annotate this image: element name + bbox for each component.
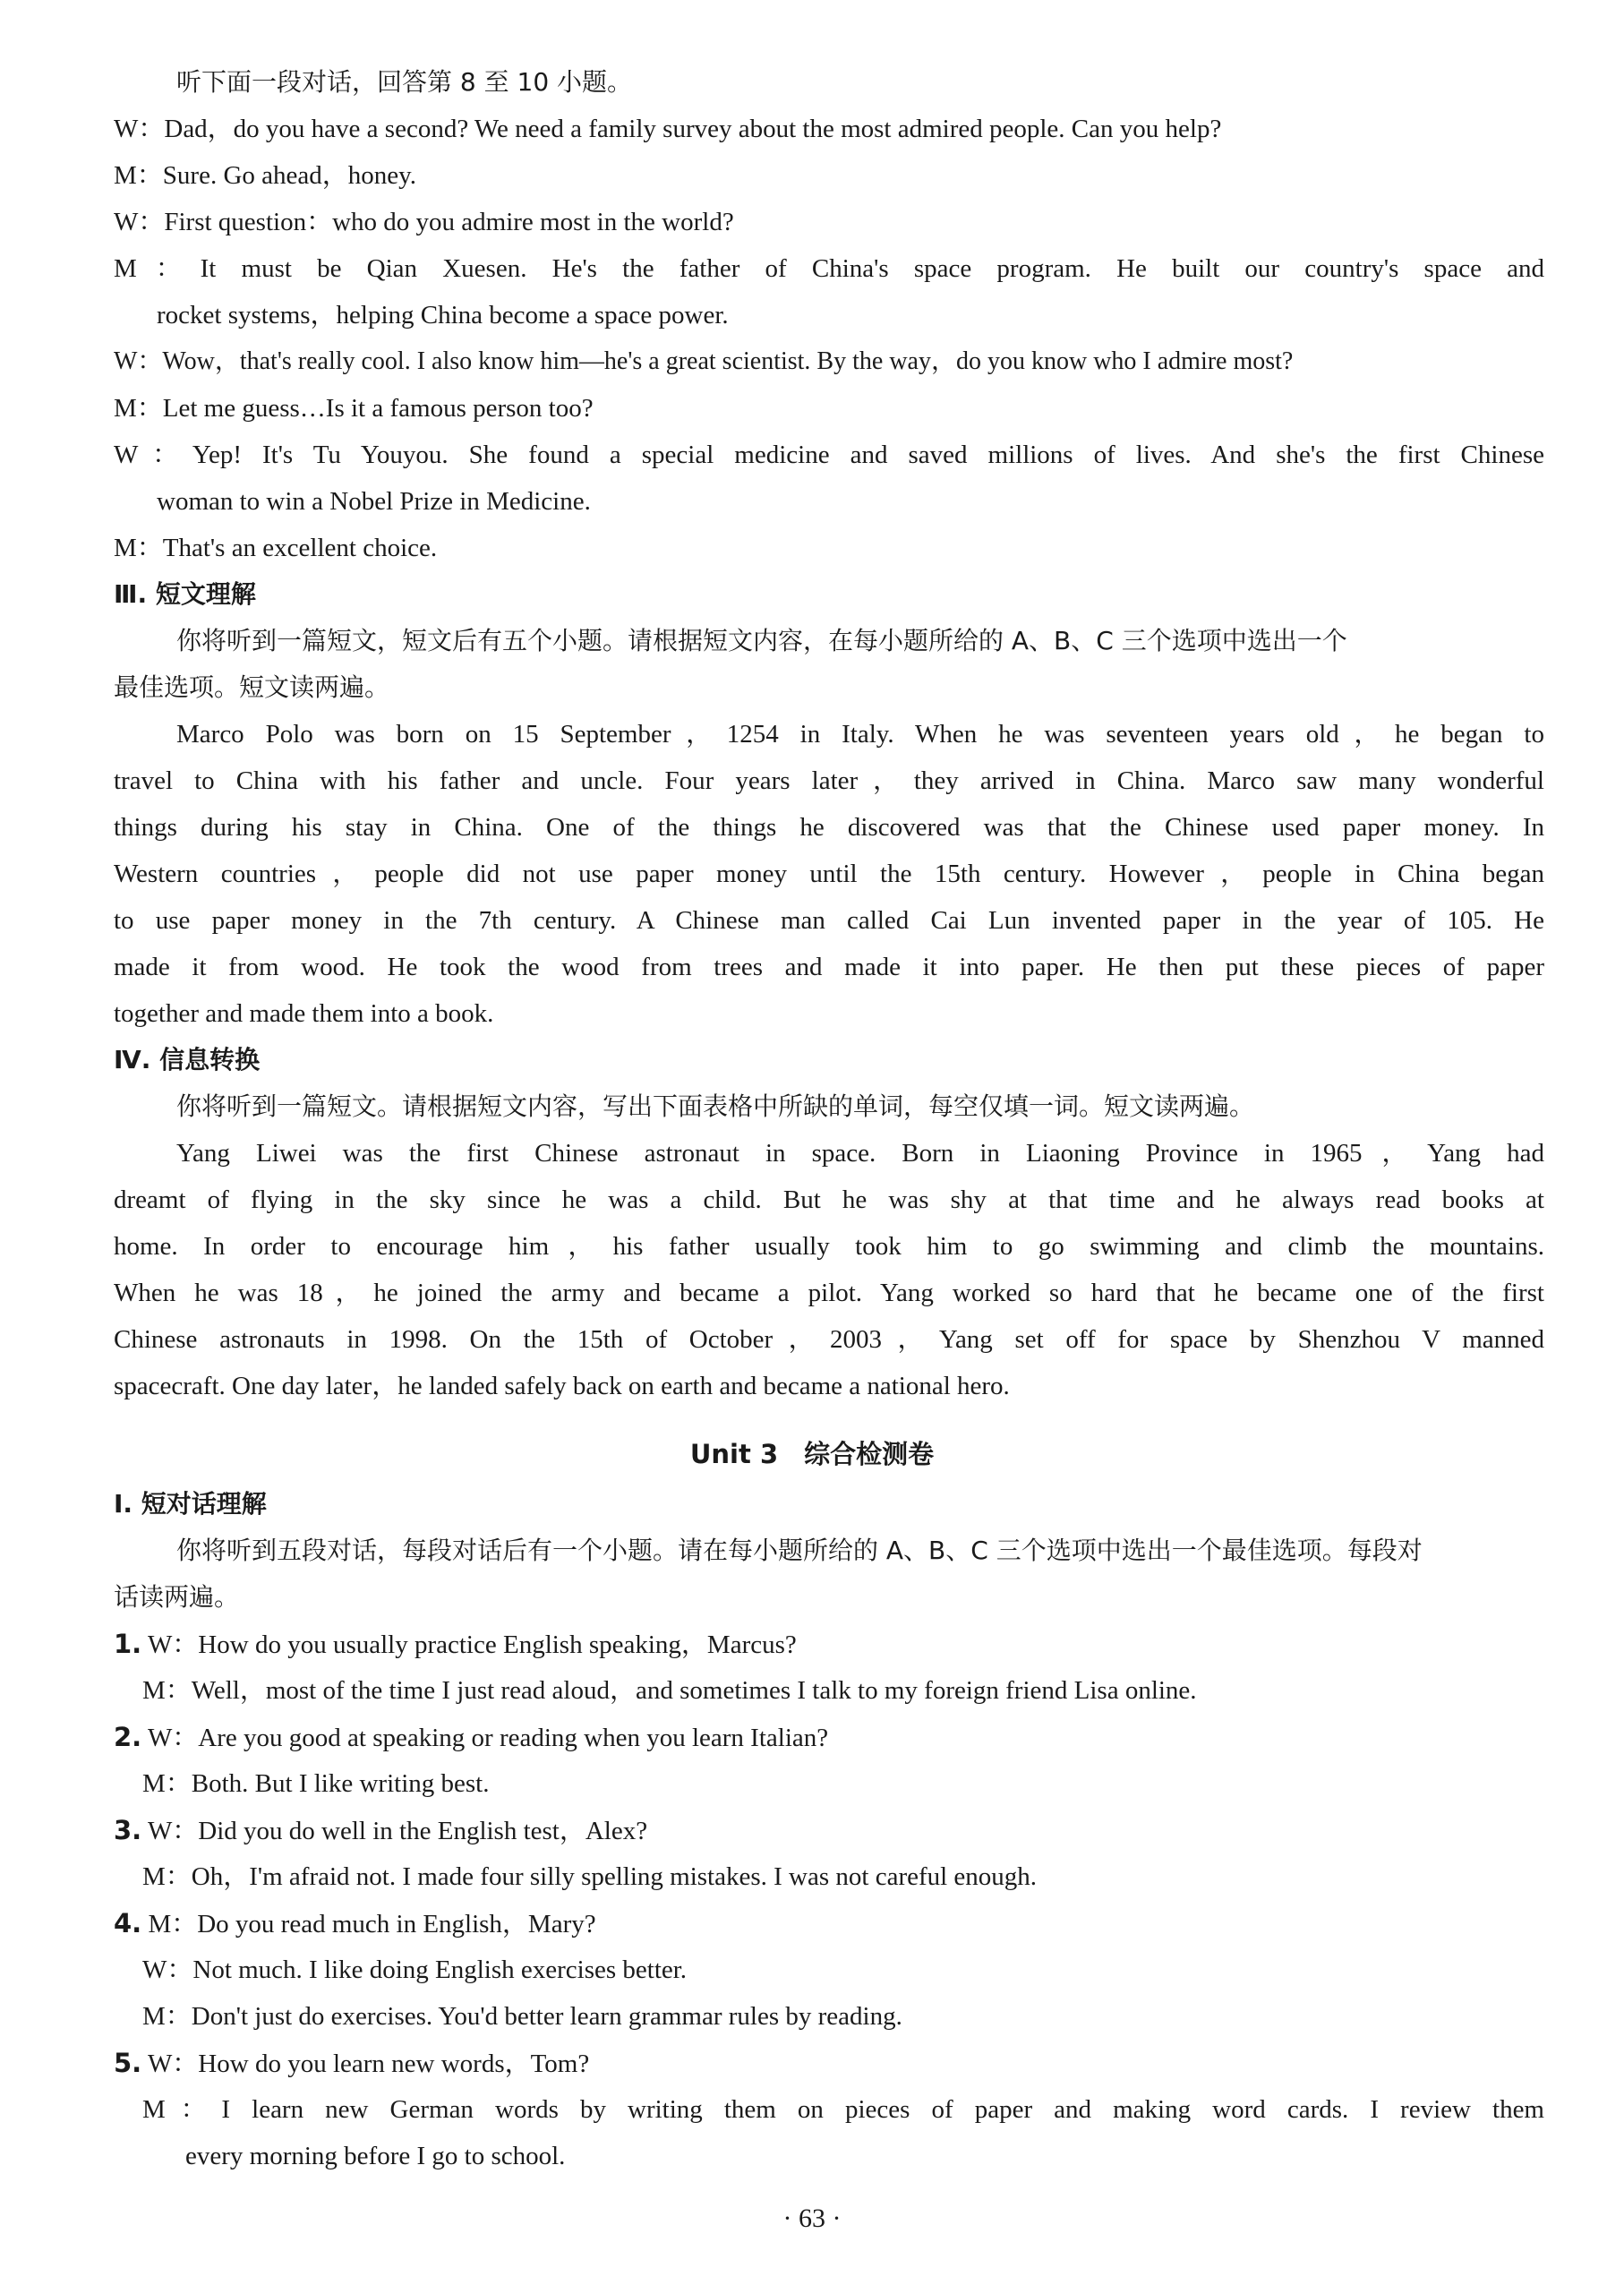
- question-item: 2. W：Are you good at speaking or reading when you learn Italian?: [114, 1722, 829, 1752]
- section-heading: Ⅲ. 短文理解: [114, 579, 256, 609]
- dialogue-line: W：Wow，that's really cool. I also know him—he's a great scientist. By the way，do you know who I admire most?: [114, 347, 1294, 375]
- dialogue-line: every morning before I go to school.: [185, 2142, 566, 2170]
- instruction-line: 最佳选项。短文读两遍。: [114, 672, 390, 702]
- dialogue-line: W：First question：who do you admire most in the world?: [114, 208, 734, 236]
- passage-line: together and made them into a book.: [114, 999, 494, 1028]
- question-item: 1. W：How do you usually practice English speaking，Marcus?: [114, 1629, 797, 1659]
- question-number: 4.: [114, 1908, 142, 1938]
- dialogue-line: W：Not much. I like doing English exercises better.: [142, 1956, 688, 1984]
- instruction-line: 你将听到一篇短文。请根据短文内容，写出下面表格中所缺的单词，每空仅填一词。短文读两遍。: [176, 1091, 1255, 1121]
- question-item: 4. M：Do you read much in English，Mary?: [114, 1908, 596, 1938]
- dialogue-line: M：Oh，I'm afraid not. I made four silly spelling mistakes. I was not careful enough.: [142, 1862, 1038, 1891]
- question-number: 5.: [114, 2048, 142, 2078]
- section-heading: Ⅳ. 信息转换: [114, 1045, 261, 1074]
- passage-line: to use paper money in the 7th century. A Chinese man called Cai Lun invented paper in the year of 105. He: [114, 906, 1544, 935]
- instruction-line: 你将听到五段对话，每段对话后有一个小题。请在每小题所给的 A、B、C 三个选项中选出一个最佳选项。每段对: [176, 1536, 1423, 1565]
- instruction-line: 你将听到一篇短文，短文后有五个小题。请根据短文内容，在每小题所给的 A、B、C 三个选项中选出一个: [176, 626, 1347, 655]
- unit-title: Unit 3 综合检测卷: [689, 1439, 935, 1469]
- dialogue-line: rocket systems，helping China become a space power.: [157, 301, 729, 329]
- instruction-line: 话读两遍。: [114, 1582, 240, 1612]
- dialogue-line: M：Sure. Go ahead，honey.: [114, 161, 416, 190]
- dialogue-line: M：I learn new German words by writing them on pieces of paper and making word cards. I review them: [142, 2095, 1544, 2124]
- passage-line: Marco Polo was born on 15 September，1254 in Italy. When he was seventeen years old，he began to: [176, 720, 1544, 749]
- passage-line: made it from wood. He took the wood from trees and made it into paper. He then put these pieces of paper: [114, 953, 1544, 981]
- passage-line: home. In order to encourage him，his father usually took him to go swimming and climb the mountains.: [114, 1232, 1544, 1261]
- dialogue-line: M：Don't just do exercises. You'd better learn grammar rules by reading.: [142, 2002, 902, 2031]
- passage-line: Yang Liwei was the first Chinese astronaut in space. Born in Liaoning Province in 1965，Yang had: [176, 1139, 1544, 1168]
- dialogue-line: W：Dad，do you have a second? We need a family survey about the most admired people. Can you help?: [114, 115, 1222, 143]
- passage-line: spacecraft. One day later，he landed safely back on earth and became a national hero.: [114, 1372, 1010, 1400]
- dialogue-line: M：Both. But I like writing best.: [142, 1769, 490, 1798]
- dialogue-line: M：Let me guess…Is it a famous person too?: [114, 394, 594, 423]
- dialogue-line: M：Well，most of the time I just read aloud，and sometimes I talk to my foreign friend Lisa online.: [142, 1676, 1197, 1705]
- question-item: 3. W：Did you do well in the English test，Alex?: [114, 1815, 648, 1845]
- question-number: 2.: [114, 1722, 142, 1752]
- question-number: 3.: [114, 1815, 142, 1845]
- question-item: 5. W：How do you learn new words，Tom?: [114, 2048, 590, 2078]
- question-number: 1.: [114, 1629, 142, 1659]
- dialogue-line: woman to win a Nobel Prize in Medicine.: [157, 487, 591, 516]
- passage-line: Chinese astronauts in 1998. On the 15th of October，2003，Yang set off for space by Shenzhou V manned: [114, 1325, 1544, 1354]
- section-heading: Ⅰ. 短对话理解: [114, 1489, 267, 1519]
- dialogue-line: W：Yep! It's Tu Youyou. She found a special medicine and saved millions of lives. And she's the first Chinese: [114, 441, 1544, 469]
- passage-line: When he was 18，he joined the army and became a pilot. Yang worked so hard that he became one of the first: [114, 1279, 1544, 1307]
- dialogue-line: M：That's an excellent choice.: [114, 534, 438, 562]
- passage-line: travel to China with his father and uncle. Four years later，they arrived in China. Marco saw many wonderful: [114, 766, 1544, 795]
- page-number: · 63 ·: [782, 2204, 842, 2233]
- passage-line: dreamt of flying in the sky since he was a child. But he was shy at that time and he always read books at: [114, 1185, 1544, 1214]
- passage-line: Western countries，people did not use paper money until the 15th century. However，people in China began: [114, 860, 1544, 888]
- instruction-line: 听下面一段对话，回答第 8 至 10 小题。: [176, 67, 633, 97]
- dialogue-line: M：It must be Qian Xuesen. He's the father of China's space program. He built our country's space and: [114, 254, 1545, 283]
- passage-line: things during his stay in China. One of the things he discovered was that the Chinese used paper money. In: [114, 813, 1544, 842]
